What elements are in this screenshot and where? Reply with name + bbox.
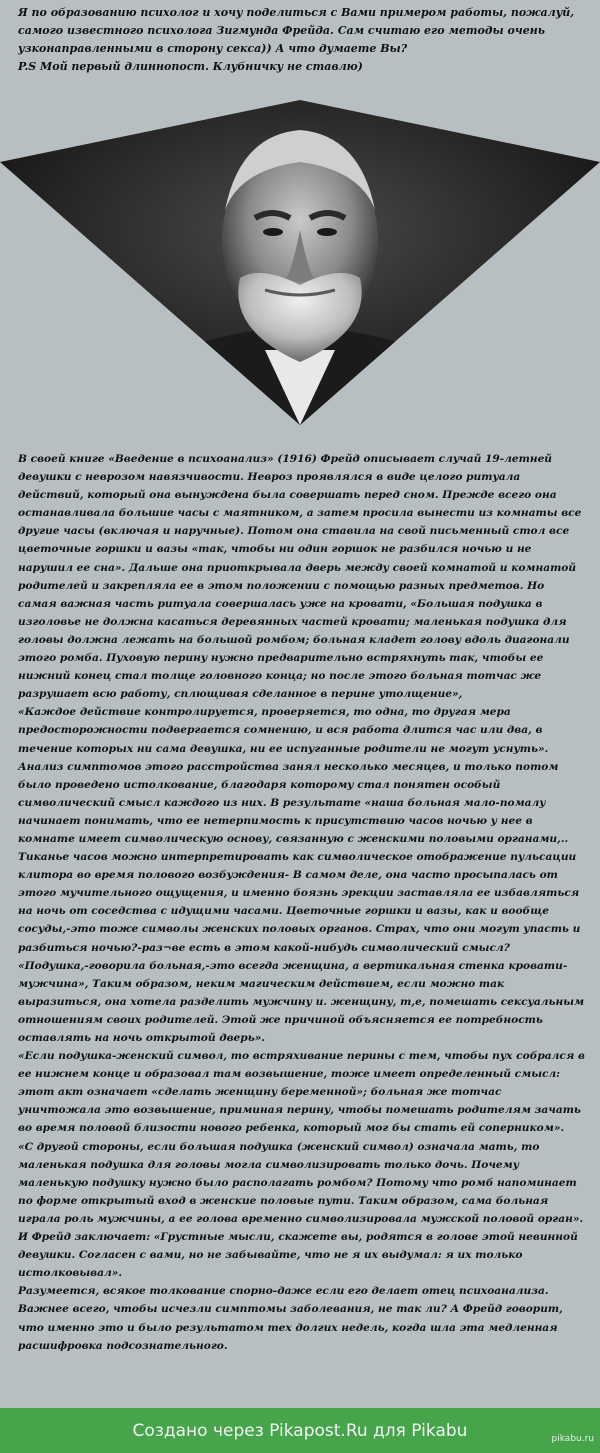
article-paragraph: Анализ симптомов этого расстройства занял несколько месяцев, и только потом было проведено истолкование, благодаря которому стал понятен особый символический смысл каждого из них. В результате «наша больная мало-помалу начинает понимать, что ее нетерпимость к присутствию часов ночью у нее в комнате имеет символическую основу, связанную с женскими половыми органами,.. Тиканье часов можно интерпретировать как символическое отображение пульсации клитора во время полового возбуждения- В самом деле, она часто просыпалась от этого мучительного ощущения, и именно боязнь эрекции заставляла ее избавляться на ночь от соседства с идущими часами. Цветочные горшки и вазы, как и вообще сосуды,-это тоже символы женских половых органов. Страх, что они могут упасть и разбиться ночью?-раз¬ве есть в этом какой-нибудь символический смысл? — [18, 760, 581, 954]
article-paragraph: «Подушка,-говорила больная,-это всегда женщина, а вертикальная стенка кровати-мужчина», Таким образом, неким магическим действием, если можно так выразиться, она хотела разделить мужчину и. женщину, т,е, помешать сексуальным отношениям своих родителей. Этой же причиной объясняется ее потребность оставлять на ночь открытой дверь». — [18, 959, 585, 1044]
article-paragraph: «Если подушка-женский символ, то встряхивание перины с тем, чтобы пух собрался в ее нижнем конце и образовал там возвышение, тоже имеет определенный смысл: этот акт означает «сделать женщину беременной»; больная же тотчас уничтожала это возвышение, приминая перину, чтобы помешать родителям зачать во время половой близости нового ребенка, который мог бы стать ей соперником». — [18, 1050, 585, 1135]
footer-text[interactable]: Создано через Pikapost.Ru для Pikabu — [132, 1420, 468, 1441]
article-paragraph: Важнее всего, чтобы исчезли симптомы заболевания, не так ли? А Фрейд говорит, что именно это и было результатом тех долгих недель, когда шла эта медленная расшифровка подсознательного. — [18, 1303, 563, 1352]
footer-banner[interactable] — [0, 1408, 600, 1453]
article-paragraph: Разумеется, всякое толкование спорно-даже если его делает отец психоанализа. — [18, 1285, 549, 1298]
portrait-photo — [0, 100, 600, 425]
article-text — [18, 450, 586, 1355]
article-paragraph: В своей книге «Введение в психоанализ» (1916) Фрейд описывает случай 19-летней девушки с неврозом навязчивости. Невроз проявлялся в виде целого ритуала действий, который она вынуждена была совершать перед сном. Прежде всего она останавливала большие часы с маятником, а затем просила вынести из комнаты все другие часы (включая и наручные). Потом она ставила на свой письменный стол все цветочные горшки и вазы «так, чтобы ни один горшок не разбился ночью и не нарушил ее сна». Дальше она приоткрывала дверь между своей комнатой и комнатой родителей и закрепляла ее в этом положении с помощью разных предметов. Но самая важная часть ритуала совершалась уже на кровати, «Большая подушка в изголовье не должна касаться деревянных частей кровати; маленькая подушка для головы должна лежать на большой ромбом; больная кладет голову вдоль диагонали этого ромба. Пуховую перину нужно предварительно встряхнуть так, чтобы ее нижний конец стал толще головного конца; но после этого больная тотчас же разрушает всю работу, сплющивая сделанное в перине утолщение», — [18, 453, 582, 701]
intro-line-2: P.S Мой первый длиннопост. Клубничку не ставлю) — [18, 60, 363, 73]
intro-text — [18, 4, 588, 76]
article-paragraph: «С другой стороны, если большая подушка (женский символ) означала мать, то маленькая подушка для головы могла символизировать только дочь. Почему маленькую подушку нужно было располагать ромбом? Потому что ромб напоминает по форме открытый вход в женские половые пути. Таким образом, сама больная играла роль мужчины, а ее голова временно символизировала мужской половой орган». — [18, 1140, 584, 1225]
article-paragraph: И Фрейд заключает: «Грустные мысли, скажете вы, родятся в голове этой невинной девушки. Согласен с вами, но не забывайте, что не я их выдумал: я их только истолковывал». — [18, 1231, 578, 1280]
intro-line-1: Я по образованию психолог и хочу поделиться с Вами примером работы, пожалуй, самого известного психолога Зигмунда Фрейда. Сам считаю его методы очень узконаправленными в сторону секса)) А что думаете Вы? — [18, 6, 575, 55]
article-paragraph: «Каждое действие контролируется, проверяется, то одна, то другая мера предосторожности подвергается сомнению, и вся работа длится час или два, в течение которых ни сама девушка, ни ее испуганные родители не могут уснуть». — [18, 706, 549, 755]
watermark: pikabu.ru — [551, 1434, 594, 1444]
